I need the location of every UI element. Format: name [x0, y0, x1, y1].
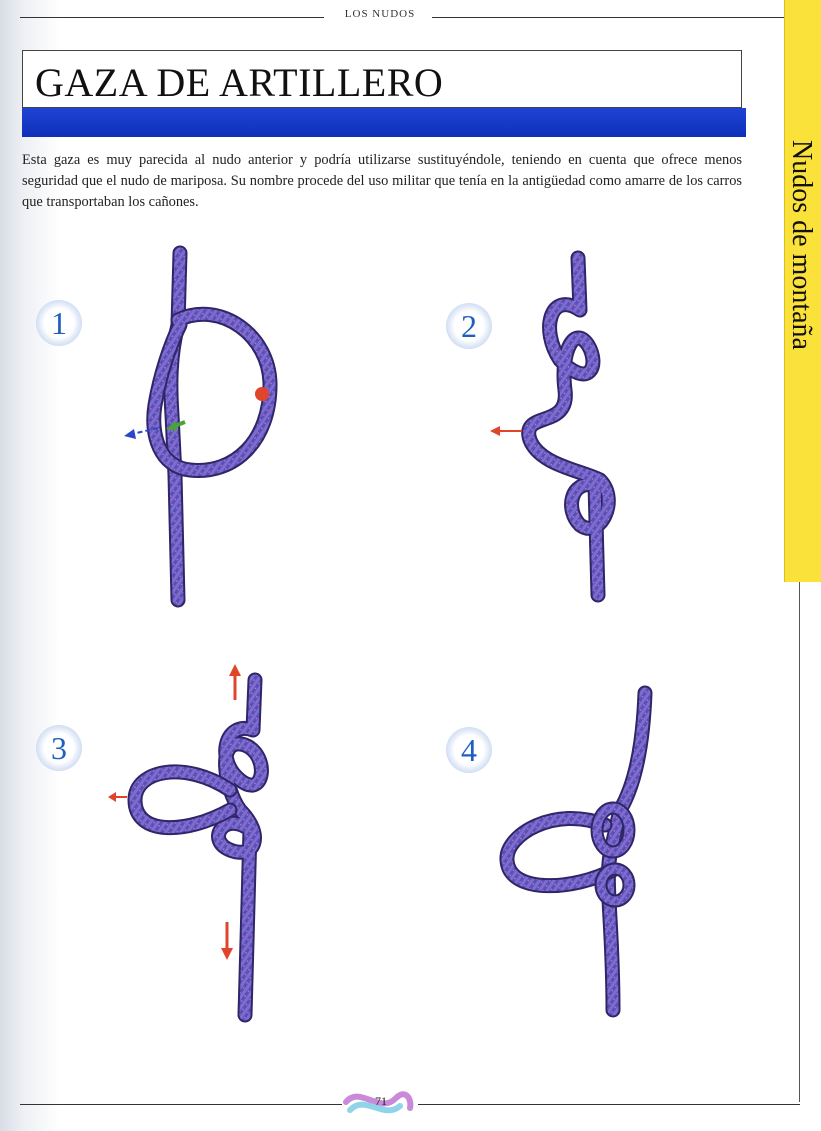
- section-tab-label: Nudos de montaña: [786, 140, 817, 350]
- section-tab: [784, 0, 821, 582]
- knot-step-3-illustration: [105, 660, 295, 1025]
- footer-rule-right: [418, 1104, 800, 1105]
- step-number-2: 2: [446, 303, 492, 349]
- knot-step-4-illustration: [495, 685, 665, 1020]
- knot-step-2-illustration: [480, 250, 650, 605]
- right-rule: [799, 582, 800, 1102]
- page-number: 71: [375, 1094, 387, 1108]
- step-number-1: 1: [36, 300, 82, 346]
- title-bar: [22, 108, 746, 137]
- title-box: [22, 50, 742, 108]
- footer-rule-left: [20, 1104, 342, 1105]
- header-rule-right: [432, 17, 784, 18]
- intro-paragraph: Esta gaza es muy parecida al nudo anterior y podría utilizarse sustituyéndole, teniendo en cuenta que ofrece menos seguridad que el nudo de mariposa. Su nombre procede del uso militar que tenía en la antigüedad como amarre de los carros que transportaban los cañones.: [22, 152, 742, 210]
- step-number-4: 4: [446, 727, 492, 773]
- running-header: LOS NUDOS: [344, 8, 416, 20]
- knot-step-1-illustration: [110, 245, 290, 610]
- step-number-3: 3: [36, 725, 82, 771]
- page-title: GAZA DE ARTILLERO: [35, 60, 444, 105]
- header-rule-left: [20, 17, 324, 18]
